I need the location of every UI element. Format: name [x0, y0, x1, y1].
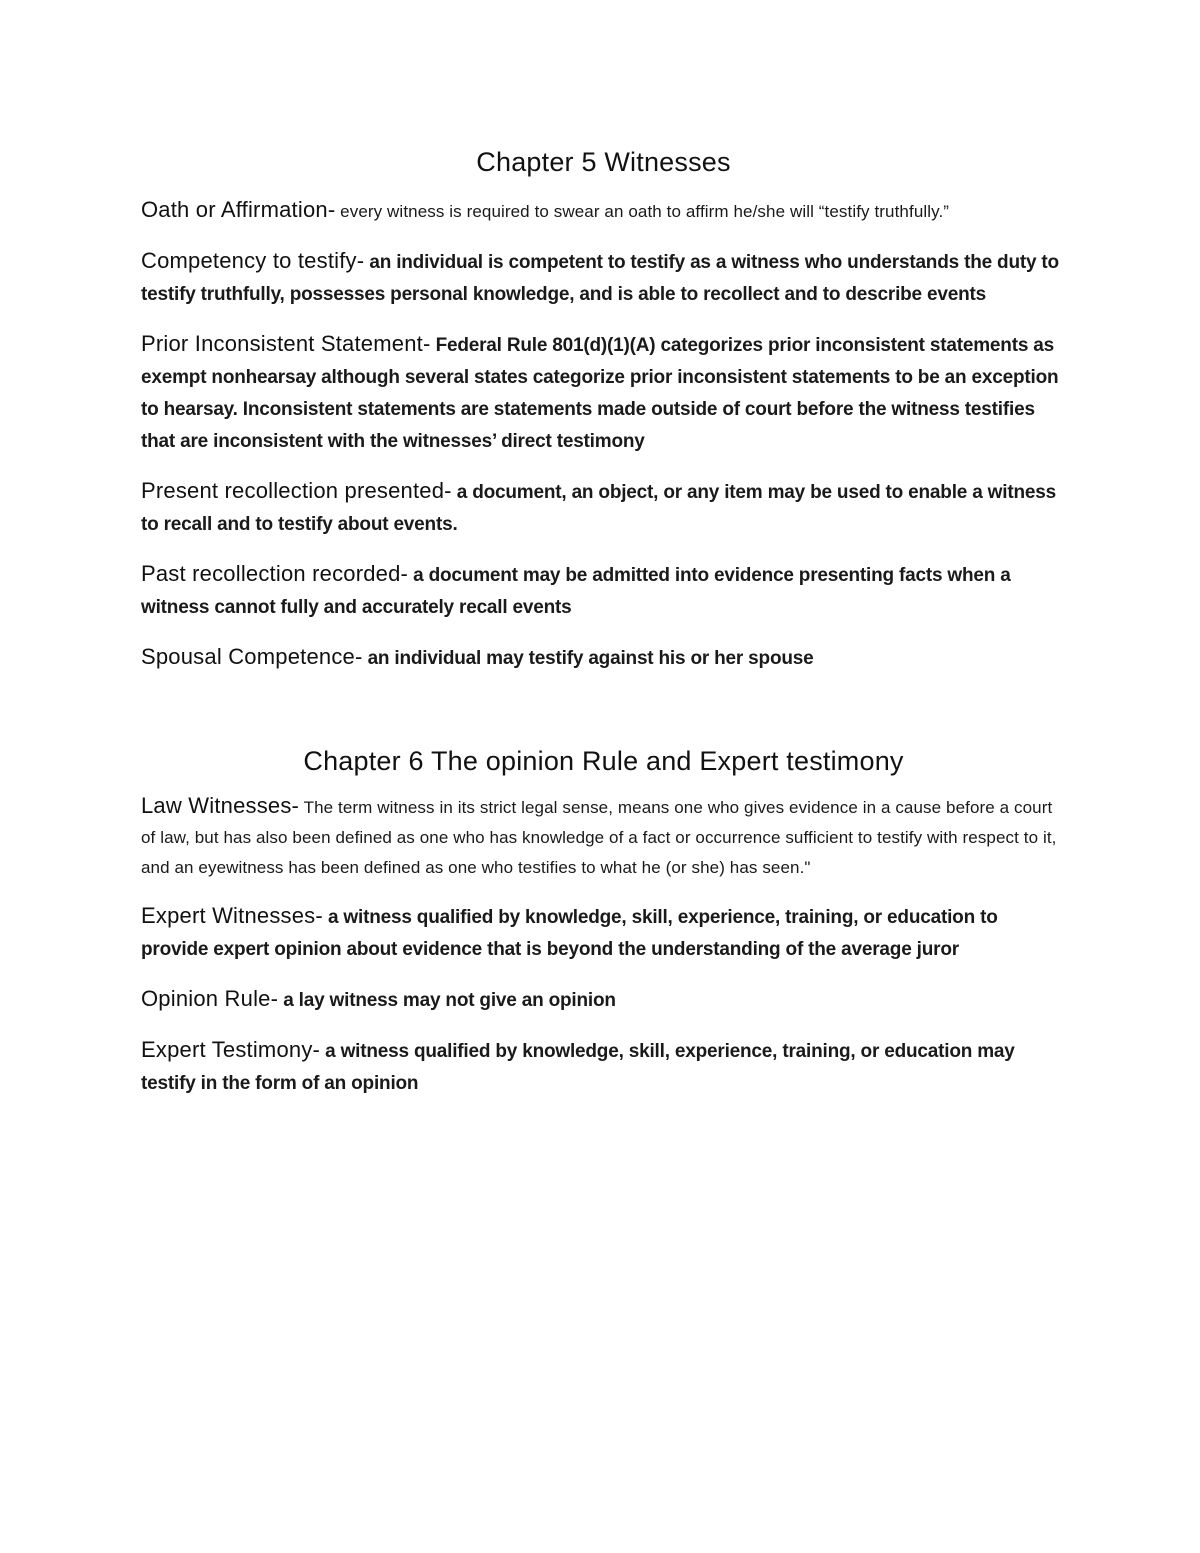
- entry-description: a lay witness may not give an opinion: [278, 990, 616, 1011]
- entry-description: a document, an object, or any item may be used to enable a witness to recall and to testify about events.: [141, 482, 1056, 535]
- entry-description: every witness is required to swear an oath to affirm he/she will “testify truthfully.”: [335, 202, 950, 221]
- entry-prior-inconsistent-statement: [141, 328, 1066, 458]
- entry-spousal-competence: [141, 641, 1066, 675]
- entry-description: a witness qualified by knowledge, skill, experience, training, or education to provide expert opinion about evidence that is beyond the understanding of the average juror: [141, 907, 998, 960]
- entry-description: The term witness in its strict legal sense, means one who gives evidence in a cause before a court of law, but has also been defined as one who has knowledge of a fact or occurrence sufficient to testify with respect to it, and an eyewitness has been defined as one who testifies to what he (or she) has seen.": [141, 798, 1057, 877]
- chapter-5-title: Chapter 5 Witnesses: [476, 147, 731, 177]
- entry-term: Prior Inconsistent Statement-: [141, 331, 431, 356]
- entry-expert-testimony: [141, 1034, 1066, 1100]
- entry-description: an individual is competent to testify as a witness who understands the duty to testify truthfully, possesses personal knowledge, and is able to recollect and to describe events: [141, 252, 1059, 305]
- entry-term: Present recollection presented-: [141, 478, 452, 503]
- entry-past-recollection-recorded: [141, 558, 1066, 624]
- document-content: [141, 142, 1066, 1117]
- entry-term: Past recollection recorded-: [141, 561, 409, 586]
- entry-opinion-rule: [141, 983, 1066, 1017]
- entry-term: Oath or Affirmation-: [141, 197, 336, 222]
- entry-law-witnesses: [141, 791, 1066, 883]
- entry-description: a document may be admitted into evidence presenting facts when a witness cannot fully and accurately recall events: [141, 565, 1011, 618]
- entry-term: Competency to testify-: [141, 248, 365, 273]
- entry-competency-to-testify: [141, 245, 1066, 311]
- entry-expert-witnesses: [141, 900, 1066, 966]
- entry-description: an individual may testify against his or her spouse: [362, 648, 814, 669]
- entry-description: Federal Rule 801(d)(1)(A) categorizes prior inconsistent statements as exempt nonhearsay although several states categorize prior inconsistent statements to be an exception to hearsay. Inconsistent statements are statements made outside of court before the witness testifies that are inconsistent with the witnesses’ direct testimony: [141, 335, 1059, 452]
- entry-description: a witness qualified by knowledge, skill, experience, training, or education may testify in the form of an opinion: [141, 1041, 1015, 1094]
- entry-oath-or-affirmation: [141, 194, 1066, 228]
- entry-term: Opinion Rule-: [141, 986, 279, 1011]
- entry-term: Expert Testimony-: [141, 1037, 321, 1062]
- chapter-6-title: Chapter 6 The opinion Rule and Expert testimony: [303, 746, 904, 776]
- entry-present-recollection-presented: [141, 475, 1066, 541]
- entry-term: Law Witnesses-: [141, 793, 300, 818]
- entry-term: Spousal Competence-: [141, 644, 363, 669]
- entry-term: Expert Witnesses-: [141, 903, 323, 928]
